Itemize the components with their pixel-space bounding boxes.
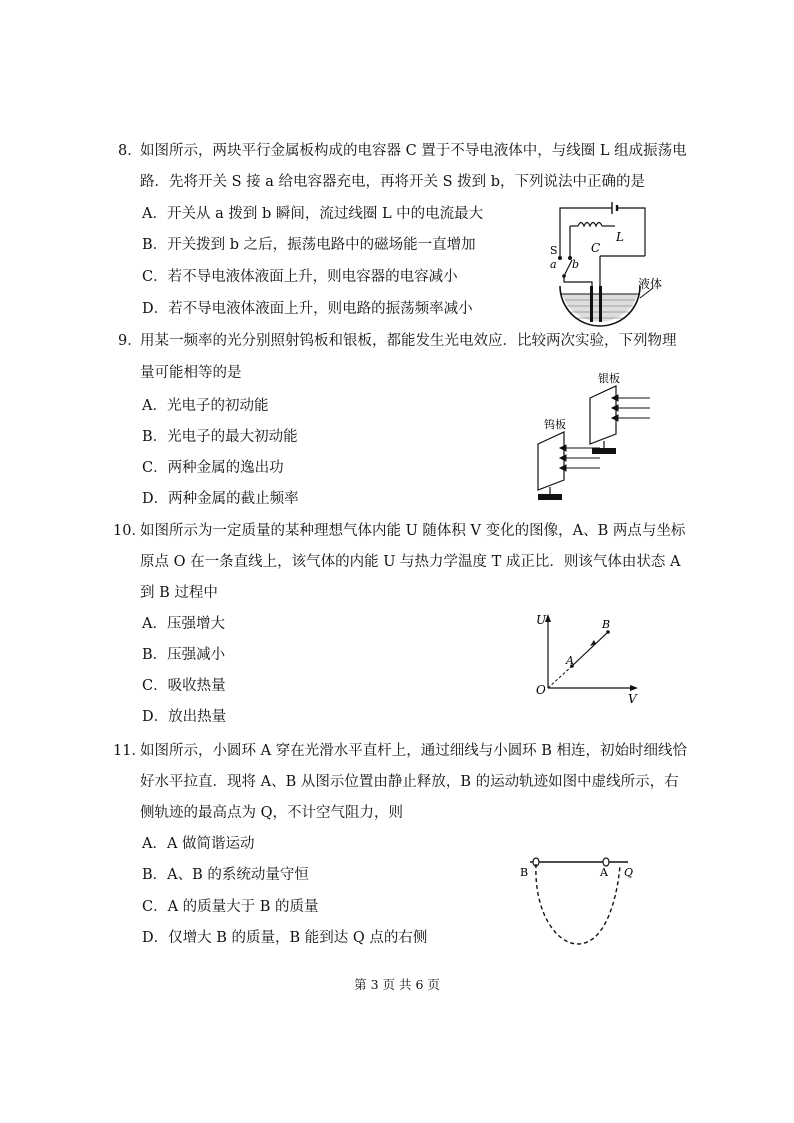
question-9-option-c: C．两种金属的逸出功 bbox=[142, 460, 284, 476]
label-liquid: 液体 bbox=[638, 277, 663, 291]
question-10-line-3: 到 B 过程中 bbox=[140, 585, 218, 601]
question-9-option-b: B．光电子的最大初动能 bbox=[142, 429, 298, 445]
question-10-option-b: B．压强减小 bbox=[142, 647, 226, 663]
question-11-option-b: B．A、B 的系统动量守恒 bbox=[142, 867, 309, 883]
photoelectric-figure bbox=[530, 368, 660, 508]
question-9-number: 9． bbox=[118, 333, 142, 349]
ring-label-A: A bbox=[600, 866, 608, 879]
question-10-option-a: A．压强增大 bbox=[142, 616, 225, 632]
question-10-line-1: 如图所示为一定质量的某种理想气体内能 U 随体积 V 变化的图像，A、B 两点与坐标 bbox=[140, 523, 686, 539]
question-8-line-1: 如图所示，两块平行金属板构成的电容器 C 置于不导电液体中，与线圈 L 组成振荡电 bbox=[140, 143, 687, 159]
point-label-Q: Q bbox=[624, 866, 634, 879]
point-label-B: B bbox=[602, 618, 611, 631]
lc-circuit-figure bbox=[520, 196, 680, 332]
axis-label-V: V bbox=[628, 692, 637, 706]
question-11-option-d: D．仅增大 B 的质量，B 能到达 Q 点的右侧 bbox=[142, 930, 428, 946]
label-a: a bbox=[550, 258, 557, 271]
label-b: b bbox=[572, 258, 580, 271]
axis-label-U: U bbox=[536, 613, 547, 627]
question-10-line-2: 原点 O 在一条直线上，该气体的内能 U 与热力学温度 T 成正比．则该气体由状态 A bbox=[140, 554, 681, 570]
label-silver-plate: 银板 bbox=[598, 372, 620, 385]
question-9-option-a: A．光电子的初动能 bbox=[142, 398, 269, 414]
question-9-option-d: D．两种金属的截止频率 bbox=[142, 491, 299, 507]
question-9-line-2: 量可能相等的是 bbox=[140, 365, 242, 381]
origin-label-O: O bbox=[536, 683, 546, 697]
page-footer: 第 3 页 共 6 页 bbox=[354, 977, 440, 992]
label-tungsten-plate: 钨板 bbox=[544, 418, 566, 431]
question-11-option-a: A．A 做简谐运动 bbox=[142, 836, 255, 852]
question-10-number: 10． bbox=[113, 523, 146, 539]
point-label-A: A bbox=[566, 654, 574, 667]
question-11-line-2: 好水平拉直．现将 A、B 从图示位置由静止释放，B 的运动轨迹如图中虚线所示，右 bbox=[140, 774, 679, 790]
ring-label-B: B bbox=[520, 866, 529, 879]
label-L: L bbox=[616, 230, 624, 244]
label-S: S bbox=[550, 244, 558, 257]
question-8-number: 8． bbox=[118, 143, 142, 159]
question-8-option-c: C．若不导电液体液面上升，则电容器的电容减小 bbox=[142, 269, 458, 285]
question-10-option-d: D．放出热量 bbox=[142, 709, 227, 725]
question-11-number: 11． bbox=[113, 743, 146, 759]
question-9-line-1: 用某一频率的光分别照射钨板和银板，都能发生光电效应．比较两次实验，下列物理 bbox=[140, 333, 677, 349]
u-v-graph-figure bbox=[530, 608, 650, 708]
question-11-line-1: 如图所示，小圆环 A 穿在光滑水平直杆上，通过细线与小圆环 B 相连，初始时细线恰 bbox=[140, 743, 688, 759]
question-8-option-a: A．开关从 a 拨到 b 瞬间，流过线圈 L 中的电流最大 bbox=[142, 206, 484, 222]
question-8-option-d: D．若不导电液体液面上升，则电路的振荡频率减小 bbox=[142, 301, 473, 317]
question-11-option-c: C．A 的质量大于 B 的质量 bbox=[142, 899, 319, 915]
question-10-option-c: C．吸收热量 bbox=[142, 678, 226, 694]
label-C: C bbox=[591, 241, 601, 255]
question-8-line-2: 路．先将开关 S 接 a 给电容器充电，再将开关 S 拨到 b，下列说法中正确的是 bbox=[140, 174, 646, 190]
question-8-option-b: B．开关拨到 b 之后，振荡电路中的磁场能一直增加 bbox=[142, 237, 476, 253]
question-11-line-3: 侧轨迹的最高点为 Q，不计空气阻力，则 bbox=[140, 805, 403, 821]
ring-trajectory-figure bbox=[516, 852, 640, 952]
